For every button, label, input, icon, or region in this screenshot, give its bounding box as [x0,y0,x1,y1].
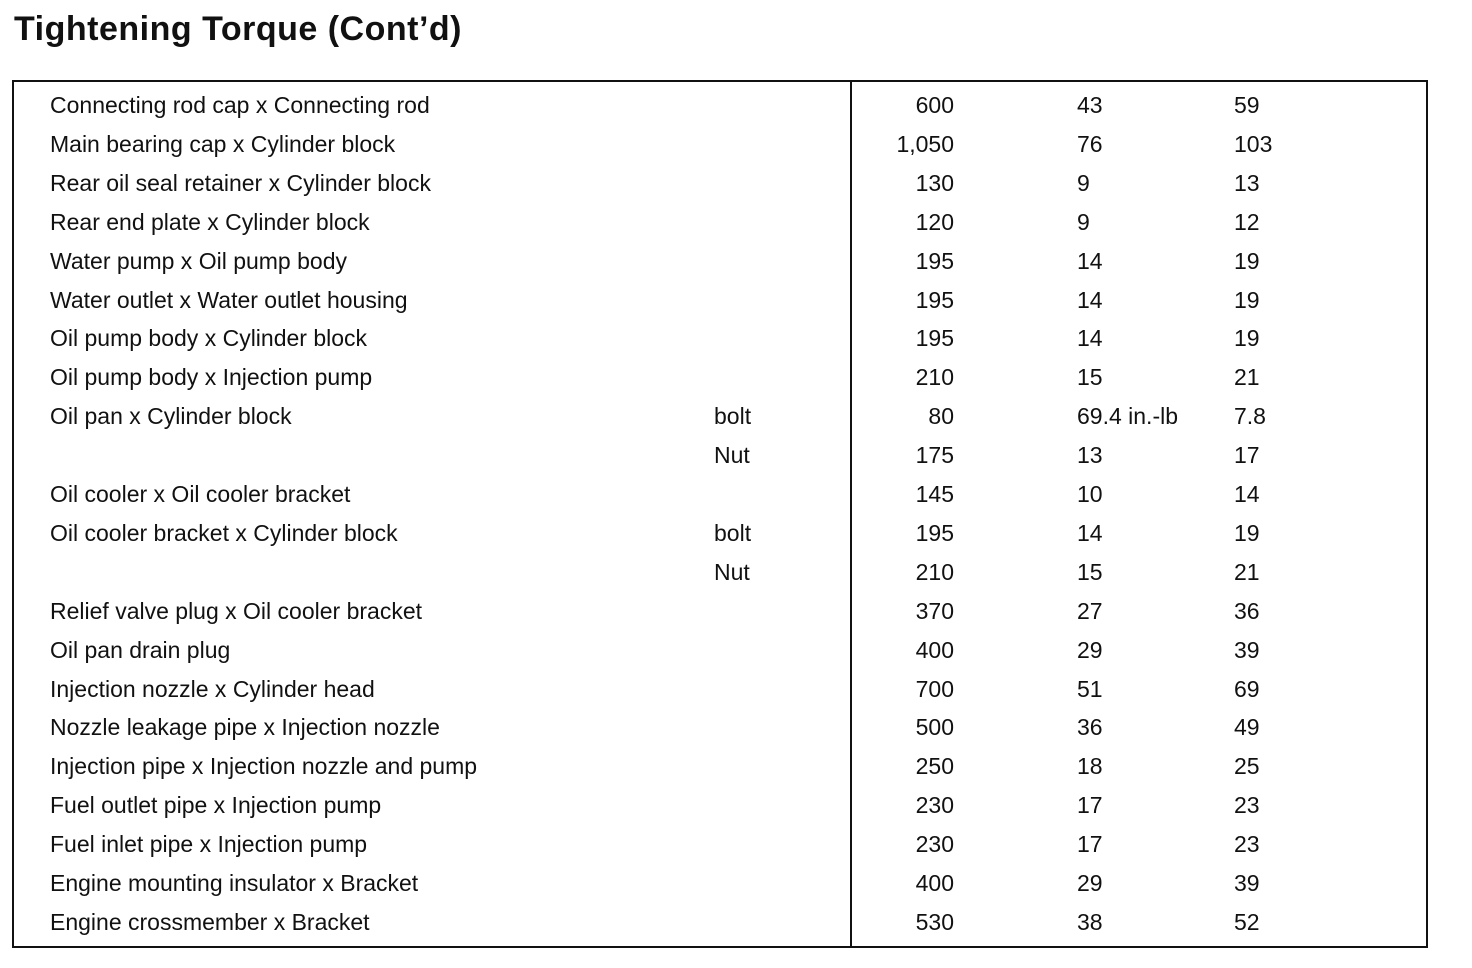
row-kg-cm: 130 [915,169,954,196]
table-row [0,92,1472,130]
row-ft-lb: 9 [1077,208,1090,235]
row-ft-lb: 15 [1077,558,1103,585]
row-kg-cm: 195 [915,286,954,313]
row-ft-lb: 14 [1077,519,1103,546]
row-kg-cm: 210 [915,364,954,391]
row-ft-lb: 38 [1077,908,1103,935]
table-row [0,248,1472,286]
row-n-m: 36 [1234,597,1260,624]
row-kg-cm: 145 [915,481,954,507]
row-ft-lb: 14 [1077,325,1103,352]
row-item: Fuel outlet pipe x Injection pump [50,792,382,819]
row-kg-cm: 250 [915,753,954,780]
row-item: Injection pipe x Injection nozzle and pump [50,753,478,780]
row-n-m: 7.8 [1234,403,1266,430]
row-item: Nozzle leakage pipe x Injection nozzle [50,714,440,741]
row-item: Fuel inlet pipe x Injection pump [50,831,368,858]
row-ft-lb: 36 [1077,714,1103,741]
row-kg-cm: 500 [915,714,954,741]
row-n-m: 13 [1234,169,1260,196]
row-item: Rear end plate x Cylinder block [50,208,370,235]
row-fastener: Nut [714,442,750,469]
row-ft-lb: 9 [1077,169,1090,196]
row-ft-lb: 29 [1077,870,1103,896]
row-ft-lb: 10 [1077,481,1103,507]
row-ft-lb: 17 [1077,831,1103,858]
row-ft-lb: 18 [1077,753,1103,780]
row-n-m: 19 [1234,286,1260,313]
row-kg-cm: 210 [915,558,954,585]
row-item: Oil pump body x Injection pump [50,364,373,391]
table-row [0,714,1472,752]
row-item: Water pump x Oil pump body [50,247,347,274]
row-n-m: 69 [1234,675,1260,702]
table-row [0,325,1472,363]
row-ft-lb: 27 [1077,597,1103,624]
row-item: Oil pan drain plug [50,636,231,663]
table-row [0,637,1472,675]
table-row [0,131,1472,169]
row-kg-cm: 230 [915,792,954,819]
table-row [0,676,1472,714]
row-kg-cm: 195 [915,519,954,546]
table-row [0,209,1472,247]
row-n-m: 39 [1234,870,1260,896]
row-n-m: 19 [1234,519,1260,546]
row-item: Oil cooler bracket x Cylinder block [50,519,398,546]
row-item: Oil pan x Cylinder block [50,403,292,430]
row-n-m: 39 [1234,636,1260,663]
table-row [0,598,1472,636]
table-row [0,403,1472,441]
row-n-m: 52 [1234,908,1260,935]
row-item: Main bearing cap x Cylinder block [50,130,396,157]
table-row [0,520,1472,558]
row-kg-cm: 600 [915,92,954,118]
row-kg-cm: 400 [915,636,954,663]
row-kg-cm: 530 [915,908,954,935]
row-n-m: 23 [1234,792,1260,819]
row-item: Rear oil seal retainer x Cylinder block [50,169,431,196]
row-n-m: 103 [1234,130,1273,157]
row-kg-cm: 1,050 [896,130,954,157]
row-ft-lb: 69.4 in.-lb [1077,403,1179,430]
row-kg-cm: 700 [915,675,954,702]
row-kg-cm: 195 [915,247,954,274]
row-ft-lb: 14 [1077,286,1103,313]
table-row [0,870,1472,908]
row-n-m: 19 [1234,325,1260,352]
table-row [0,831,1472,869]
table-row [0,364,1472,402]
page-title: Tightening Torque (Cont’d) [14,10,462,48]
row-n-m: 49 [1234,714,1260,741]
row-item: Relief valve plug x Oil cooler bracket [50,597,422,624]
row-fastener: bolt [714,403,752,430]
row-n-m: 14 [1234,481,1260,507]
row-ft-lb: 15 [1077,364,1103,391]
row-n-m: 23 [1234,831,1260,858]
row-ft-lb: 76 [1077,130,1103,157]
table-row [0,559,1472,597]
row-item: Water outlet x Water outlet housing [50,286,408,313]
row-kg-cm: 80 [928,403,954,430]
table-row [0,170,1472,208]
row-kg-cm: 195 [915,325,954,352]
row-item: Engine crossmember x Bracket [50,908,370,935]
row-ft-lb: 13 [1077,442,1103,469]
row-fastener: bolt [714,519,752,546]
row-item: Connecting rod cap x Connecting rod [50,92,430,118]
row-kg-cm: 120 [915,208,954,235]
row-kg-cm: 230 [915,831,954,858]
table-row [0,753,1472,791]
row-ft-lb: 29 [1077,636,1103,663]
row-n-m: 25 [1234,753,1260,780]
row-item: Engine mounting insulator x Bracket [50,870,419,896]
row-item: Oil cooler x Oil cooler bracket [50,481,351,507]
row-n-m: 21 [1234,364,1260,391]
row-fastener: Nut [714,558,750,585]
row-item: Injection nozzle x Cylinder head [50,675,375,702]
table-row [0,442,1472,480]
row-n-m: 17 [1234,442,1260,469]
row-ft-lb: 51 [1077,675,1103,702]
row-n-m: 12 [1234,208,1260,235]
row-n-m: 59 [1234,92,1260,118]
row-kg-cm: 370 [915,597,954,624]
row-ft-lb: 14 [1077,247,1103,274]
table-row [0,287,1472,325]
row-item: Oil pump body x Cylinder block [50,325,368,352]
table-row [0,909,1472,947]
row-ft-lb: 17 [1077,792,1103,819]
row-kg-cm: 175 [915,442,954,469]
table-row [0,481,1472,519]
row-n-m: 21 [1234,558,1260,585]
row-ft-lb: 43 [1077,92,1103,118]
table-row [0,792,1472,830]
row-n-m: 19 [1234,247,1260,274]
row-kg-cm: 400 [915,870,954,896]
